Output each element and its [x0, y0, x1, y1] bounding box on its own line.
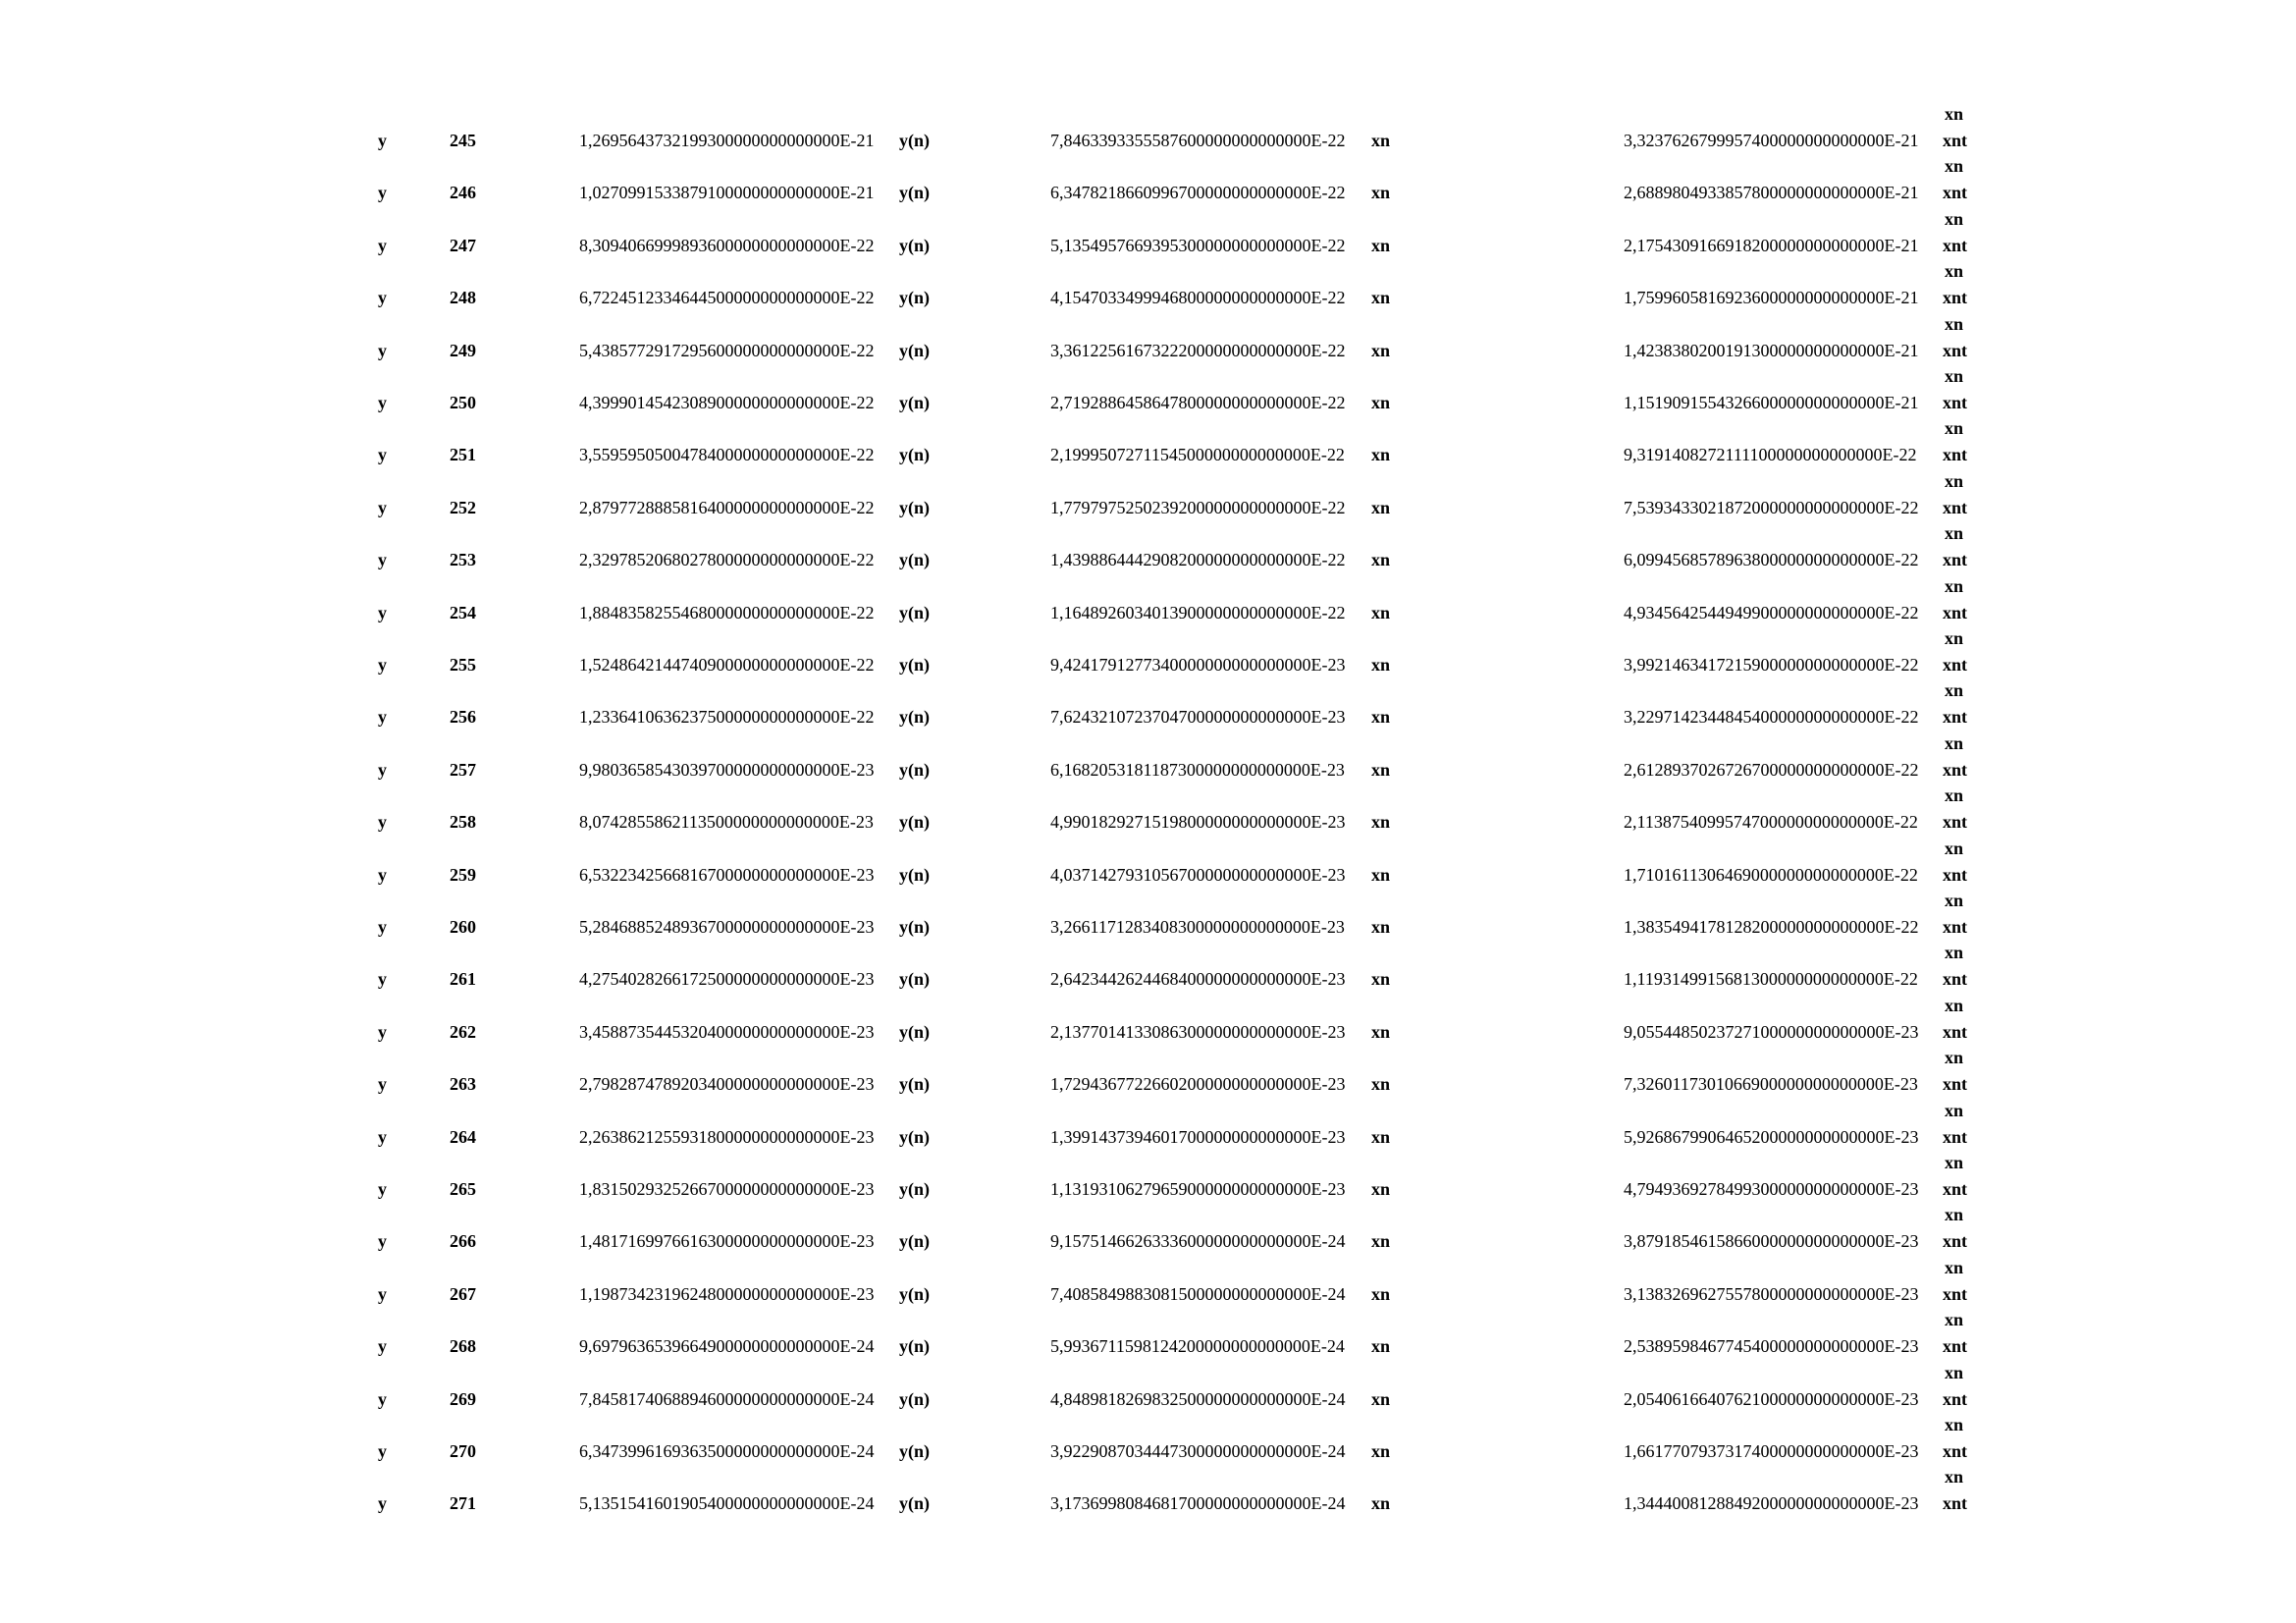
yn-label: y(n) [899, 497, 930, 517]
xn-value: 3,3612256167322200000000000000E-22 [1050, 340, 1346, 360]
xn-label-small: xn [1945, 418, 1964, 439]
xnt-label: xnt [1943, 602, 1968, 622]
table-row [0, 939, 2296, 991]
row-index: 246 [450, 183, 476, 203]
yn-value: 7,8458174068894600000000000000E-24 [579, 1388, 875, 1409]
xn-label-small: xn [1945, 1257, 1964, 1277]
xn-label-small: xn [1945, 995, 1964, 1015]
xn-label-small: xn [1945, 1362, 1964, 1382]
xn-label: xn [1371, 1231, 1391, 1252]
table-row [0, 676, 2296, 729]
table-row [0, 257, 2296, 309]
row-index: 252 [450, 497, 476, 517]
yn-label: y(n) [899, 1179, 930, 1199]
yn-label: y(n) [899, 1283, 930, 1304]
xnt-value: 1,7101611306469000000000000000E-22 [1624, 864, 1918, 885]
row-index: 259 [450, 864, 476, 885]
xn-label: xn [1371, 1126, 1391, 1147]
xnt-value: 3,2297142344845400000000000000E-22 [1624, 707, 1919, 728]
row-label: y [378, 969, 387, 990]
xnt-label: xnt [1943, 969, 1968, 990]
row-index: 245 [450, 131, 476, 150]
xn-value: 1,1648926034013900000000000000E-22 [1050, 602, 1346, 622]
xn-label: xn [1371, 1283, 1391, 1304]
xnt-value: 1,1519091554326600000000000000E-21 [1624, 393, 1919, 412]
xnt-value: 6,0994568578963800000000000000E-22 [1624, 550, 1919, 570]
row-label: y [378, 1388, 387, 1409]
yn-label: y(n) [899, 864, 930, 885]
yn-label: y(n) [899, 235, 930, 255]
xn-label: xn [1371, 393, 1391, 412]
yn-value: 3,5595950500478400000000000000E-22 [579, 445, 875, 465]
yn-value: 5,1351541601905400000000000000E-24 [579, 1493, 875, 1514]
table-row [0, 467, 2296, 519]
yn-label: y(n) [899, 393, 930, 412]
xnt-value: 1,1193149915681300000000000000E-22 [1624, 969, 1918, 990]
table-row [0, 205, 2296, 257]
row-index: 262 [450, 1021, 476, 1042]
row-index: 255 [450, 655, 476, 675]
yn-value: 5,2846885248936700000000000000E-23 [579, 917, 875, 937]
row-label: y [378, 917, 387, 937]
xn-label: xn [1371, 1441, 1391, 1461]
xnt-value: 2,0540616640762100000000000000E-23 [1624, 1388, 1919, 1409]
row-index: 256 [450, 707, 476, 728]
xn-label-small: xn [1945, 104, 1964, 124]
row-index: 254 [450, 602, 476, 622]
xnt-label: xnt [1943, 1231, 1968, 1252]
xnt-label: xnt [1943, 1179, 1968, 1199]
row-index: 253 [450, 550, 476, 570]
yn-value: 6,5322342566816700000000000000E-23 [579, 864, 875, 885]
xn-label: xn [1371, 235, 1391, 255]
row-label: y [378, 655, 387, 675]
xnt-label: xnt [1943, 707, 1968, 728]
xn-label-small: xn [1945, 470, 1964, 491]
xn-value: 6,1682053181187300000000000000E-23 [1050, 759, 1345, 780]
table-row [0, 1463, 2296, 1515]
xn-label: xn [1371, 1179, 1391, 1199]
yn-label: y(n) [899, 1388, 930, 1409]
yn-value: 1,8848358255468000000000000000E-22 [579, 602, 875, 622]
yn-label: y(n) [899, 1021, 930, 1042]
xnt-label: xnt [1943, 288, 1968, 308]
xn-label-small: xn [1945, 680, 1964, 701]
xnt-value: 4,7949369278499300000000000000E-23 [1624, 1179, 1919, 1199]
xnt-label: xnt [1943, 1441, 1968, 1461]
xnt-label: xnt [1943, 759, 1968, 780]
xn-value: 1,4398864442908200000000000000E-22 [1050, 550, 1346, 570]
row-label: y [378, 1231, 387, 1252]
table-row [0, 100, 2296, 152]
xnt-value: 2,6889804933857800000000000000E-21 [1624, 183, 1919, 203]
table-row [0, 1149, 2296, 1201]
yn-value: 1,2336410636237500000000000000E-22 [579, 707, 875, 728]
xnt-label: xnt [1943, 183, 1968, 203]
xn-label-small: xn [1945, 313, 1964, 334]
xn-value: 1,3991437394601700000000000000E-23 [1050, 1126, 1346, 1147]
xn-value: 1,1319310627965900000000000000E-23 [1050, 1179, 1346, 1199]
xn-label-small: xn [1945, 943, 1964, 963]
xnt-value: 3,1383269627557800000000000000E-23 [1624, 1283, 1919, 1304]
xn-value: 2,7192886458647800000000000000E-22 [1050, 393, 1346, 412]
xnt-label: xnt [1943, 917, 1968, 937]
xn-label: xn [1371, 131, 1391, 150]
xn-value: 2,6423442624468400000000000000E-23 [1050, 969, 1346, 990]
xn-label-small: xn [1945, 1048, 1964, 1068]
yn-value: 1,0270991533879100000000000000E-21 [579, 183, 875, 203]
yn-value: 8,3094066999893600000000000000E-22 [579, 235, 875, 255]
xn-label-small: xn [1945, 366, 1964, 386]
xnt-value: 2,6128937026726700000000000000E-22 [1624, 759, 1919, 780]
xnt-label: xnt [1943, 1021, 1968, 1042]
yn-value: 4,3999014542308900000000000000E-22 [579, 393, 875, 412]
xn-label: xn [1371, 602, 1391, 622]
row-label: y [378, 602, 387, 622]
xn-label: xn [1371, 1493, 1391, 1514]
xn-label-small: xn [1945, 156, 1964, 177]
xn-label-small: xn [1945, 208, 1964, 229]
table-row [0, 782, 2296, 834]
table-row [0, 1097, 2296, 1149]
yn-value: 4,2754028266172500000000000000E-23 [579, 969, 875, 990]
yn-label: y(n) [899, 602, 930, 622]
yn-value: 2,8797728885816400000000000000E-22 [579, 497, 875, 517]
row-index: 267 [450, 1283, 476, 1304]
yn-label: y(n) [899, 969, 930, 990]
row-index: 266 [450, 1231, 476, 1252]
xn-value: 5,1354957669395300000000000000E-22 [1050, 235, 1346, 255]
row-label: y [378, 235, 387, 255]
table-row [0, 730, 2296, 782]
yn-label: y(n) [899, 1336, 930, 1357]
xnt-label: xnt [1943, 655, 1968, 675]
xn-label-small: xn [1945, 1310, 1964, 1330]
xnt-value: 9,3191408272111100000000000000E-22 [1624, 445, 1917, 465]
yn-value: 1,1987342319624800000000000000E-23 [579, 1283, 875, 1304]
table-row [0, 414, 2296, 466]
row-index: 261 [450, 969, 476, 990]
xn-value: 2,1999507271154500000000000000E-22 [1050, 445, 1345, 465]
row-label: y [378, 1283, 387, 1304]
table-row [0, 362, 2296, 414]
xn-label: xn [1371, 445, 1391, 465]
xnt-value: 1,3444008128849200000000000000E-23 [1624, 1493, 1919, 1514]
xn-value: 4,8489818269832500000000000000E-24 [1050, 1388, 1346, 1409]
xn-value: 7,8463393355587600000000000000E-22 [1050, 131, 1346, 150]
xnt-value: 1,3835494178128200000000000000E-22 [1624, 917, 1919, 937]
xn-label: xn [1371, 759, 1391, 780]
yn-value: 9,6979636539664900000000000000E-24 [579, 1336, 875, 1357]
xnt-label: xnt [1943, 393, 1968, 412]
xn-label-small: xn [1945, 732, 1964, 753]
yn-label: y(n) [899, 288, 930, 308]
xnt-label: xnt [1943, 1493, 1968, 1514]
yn-value: 6,7224512334644500000000000000E-22 [579, 288, 875, 308]
xn-label: xn [1371, 969, 1391, 990]
row-label: y [378, 1021, 387, 1042]
xn-value: 3,1736998084681700000000000000E-24 [1050, 1493, 1346, 1514]
table-row [0, 1254, 2296, 1306]
xnt-value: 9,0554485023727100000000000000E-23 [1624, 1021, 1919, 1042]
xn-value: 2,1377014133086300000000000000E-23 [1050, 1021, 1346, 1042]
xn-label-small: xn [1945, 575, 1964, 596]
xnt-label: xnt [1943, 1283, 1968, 1304]
xn-label: xn [1371, 340, 1391, 360]
xn-label: xn [1371, 864, 1391, 885]
table-row [0, 519, 2296, 571]
xn-label: xn [1371, 812, 1391, 833]
yn-label: y(n) [899, 707, 930, 728]
row-label: y [378, 707, 387, 728]
xnt-label: xnt [1943, 812, 1968, 833]
row-label: y [378, 131, 387, 150]
table-row [0, 152, 2296, 204]
yn-label: y(n) [899, 183, 930, 203]
xn-value: 7,6243210723704700000000000000E-23 [1050, 707, 1346, 728]
xnt-value: 2,1138754099574700000000000000E-22 [1624, 812, 1918, 833]
yn-value: 3,4588735445320400000000000000E-23 [579, 1021, 875, 1042]
table-row [0, 992, 2296, 1044]
xn-label-small: xn [1945, 1205, 1964, 1225]
xn-value: 3,2661171283408300000000000000E-23 [1050, 917, 1345, 937]
xn-label: xn [1371, 497, 1391, 517]
yn-value: 2,7982874789203400000000000000E-23 [579, 1074, 875, 1095]
xnt-label: xnt [1943, 1074, 1968, 1095]
yn-value: 1,5248642144740900000000000000E-22 [579, 655, 875, 675]
yn-value: 8,0742855862113500000000000000E-23 [579, 812, 874, 833]
yn-value: 9,9803658543039700000000000000E-23 [579, 759, 875, 780]
row-index: 249 [450, 340, 476, 360]
yn-label: y(n) [899, 1493, 930, 1514]
xnt-label: xnt [1943, 1126, 1968, 1147]
yn-value: 2,2638621255931800000000000000E-23 [579, 1126, 875, 1147]
row-label: y [378, 1336, 387, 1357]
xnt-label: xnt [1943, 445, 1968, 465]
xnt-value: 4,9345642544949900000000000000E-22 [1624, 602, 1919, 622]
xn-label-small: xn [1945, 628, 1964, 648]
xn-value: 4,0371427931056700000000000000E-23 [1050, 864, 1346, 885]
xn-label-small: xn [1945, 261, 1964, 282]
yn-label: y(n) [899, 445, 930, 465]
xnt-value: 1,6617707937317400000000000000E-23 [1624, 1441, 1919, 1461]
yn-label: y(n) [899, 340, 930, 360]
xn-label: xn [1371, 655, 1391, 675]
yn-label: y(n) [899, 812, 930, 833]
row-label: y [378, 812, 387, 833]
xnt-value: 3,3237626799957400000000000000E-21 [1624, 131, 1919, 150]
xn-value: 6,3478218660996700000000000000E-22 [1050, 183, 1346, 203]
yn-value: 1,2695643732199300000000000000E-21 [579, 131, 875, 150]
row-label: y [378, 864, 387, 885]
row-label: y [378, 1074, 387, 1095]
table-row [0, 1411, 2296, 1463]
xnt-value: 2,5389598467745400000000000000E-23 [1624, 1336, 1919, 1357]
table-row [0, 1359, 2296, 1411]
row-label: y [378, 1441, 387, 1461]
xn-label-small: xn [1945, 1415, 1964, 1434]
row-index: 270 [450, 1441, 476, 1461]
row-index: 247 [450, 235, 476, 255]
table-row [0, 887, 2296, 939]
xn-label-small: xn [1945, 523, 1964, 544]
row-index: 263 [450, 1074, 476, 1095]
yn-label: y(n) [899, 655, 930, 675]
xn-label-small: xn [1945, 1100, 1964, 1120]
yn-value: 2,3297852068027800000000000000E-22 [579, 550, 875, 570]
xnt-label: xnt [1943, 131, 1968, 150]
row-index: 268 [450, 1336, 476, 1357]
yn-label: y(n) [899, 550, 930, 570]
xnt-label: xnt [1943, 1388, 1968, 1409]
xn-value: 1,7294367722660200000000000000E-23 [1050, 1074, 1346, 1095]
table-row [0, 1044, 2296, 1096]
row-label: y [378, 1179, 387, 1199]
xnt-label: xnt [1943, 864, 1968, 885]
xn-value: 5,9936711598124200000000000000E-24 [1050, 1336, 1345, 1357]
xn-label-small: xn [1945, 891, 1964, 910]
yn-value: 6,3473996169363500000000000000E-24 [579, 1441, 875, 1461]
yn-label: y(n) [899, 131, 930, 150]
table-row [0, 1201, 2296, 1253]
row-index: 265 [450, 1179, 476, 1199]
xnt-label: xnt [1943, 497, 1968, 517]
row-index: 257 [450, 759, 476, 780]
row-label: y [378, 393, 387, 412]
xnt-label: xnt [1943, 1336, 1968, 1357]
xn-value: 3,9229087034447300000000000000E-24 [1050, 1441, 1346, 1461]
xnt-value: 2,1754309166918200000000000000E-21 [1624, 235, 1919, 255]
xnt-value: 1,7599605816923600000000000000E-21 [1624, 288, 1919, 308]
row-label: y [378, 550, 387, 570]
yn-label: y(n) [899, 759, 930, 780]
xnt-value: 5,9268679906465200000000000000E-23 [1624, 1126, 1919, 1147]
row-index: 248 [450, 288, 476, 308]
xn-label-small: xn [1945, 785, 1964, 806]
row-index: 260 [450, 917, 476, 937]
xn-label-small: xn [1945, 1467, 1964, 1488]
table-row [0, 310, 2296, 362]
xnt-label: xnt [1943, 235, 1968, 255]
table-row [0, 835, 2296, 887]
row-label: y [378, 340, 387, 360]
xn-value: 4,9901829271519800000000000000E-23 [1050, 812, 1346, 833]
xnt-label: xnt [1943, 340, 1968, 360]
xn-value: 9,4241791277340000000000000000E-23 [1050, 655, 1346, 675]
row-label: y [378, 497, 387, 517]
row-label: y [378, 1126, 387, 1147]
row-index: 250 [450, 393, 476, 412]
yn-value: 5,4385772917295600000000000000E-22 [579, 340, 875, 360]
row-label: y [378, 183, 387, 203]
xn-label: xn [1371, 550, 1391, 570]
xn-label-small: xn [1945, 1153, 1964, 1172]
xnt-value: 7,5393433021872000000000000000E-22 [1624, 497, 1919, 517]
row-index: 271 [450, 1493, 476, 1514]
xn-value: 4,1547033499946800000000000000E-22 [1050, 288, 1346, 308]
yn-value: 1,4817169976616300000000000000E-23 [579, 1231, 875, 1252]
row-label: y [378, 759, 387, 780]
row-label: y [378, 445, 387, 465]
xnt-value: 7,3260117301066900000000000000E-23 [1624, 1074, 1918, 1095]
row-index: 258 [450, 812, 476, 833]
xn-value: 1,7797975250239200000000000000E-22 [1050, 497, 1346, 517]
yn-label: y(n) [899, 917, 930, 937]
xnt-label: xnt [1943, 550, 1968, 570]
row-label: y [378, 1493, 387, 1514]
xn-value: 7,4085849883081500000000000000E-24 [1050, 1283, 1346, 1304]
row-label: y [378, 288, 387, 308]
xn-label: xn [1371, 288, 1391, 308]
yn-label: y(n) [899, 1231, 930, 1252]
yn-value: 1,8315029325266700000000000000E-23 [579, 1179, 875, 1199]
table-row [0, 1306, 2296, 1358]
xn-value: 9,1575146626333600000000000000E-24 [1050, 1231, 1346, 1252]
xn-label: xn [1371, 1074, 1391, 1095]
xnt-value: 3,8791854615866000000000000000E-23 [1624, 1231, 1919, 1252]
row-index: 251 [450, 445, 476, 465]
row-index: 269 [450, 1388, 476, 1409]
row-index: 264 [450, 1126, 476, 1147]
xn-label: xn [1371, 1336, 1391, 1357]
xn-label: xn [1371, 917, 1391, 937]
yn-label: y(n) [899, 1126, 930, 1147]
yn-label: y(n) [899, 1074, 930, 1095]
table-row [0, 624, 2296, 676]
xnt-value: 1,4238380200191300000000000000E-21 [1624, 340, 1919, 360]
xnt-value: 3,9921463417215900000000000000E-22 [1624, 655, 1919, 675]
xn-label-small: xn [1945, 838, 1964, 858]
yn-label: y(n) [899, 1441, 930, 1461]
table-row [0, 572, 2296, 624]
xn-label: xn [1371, 183, 1391, 203]
xn-label: xn [1371, 1388, 1391, 1409]
xn-label: xn [1371, 1021, 1391, 1042]
xn-label: xn [1371, 707, 1391, 728]
